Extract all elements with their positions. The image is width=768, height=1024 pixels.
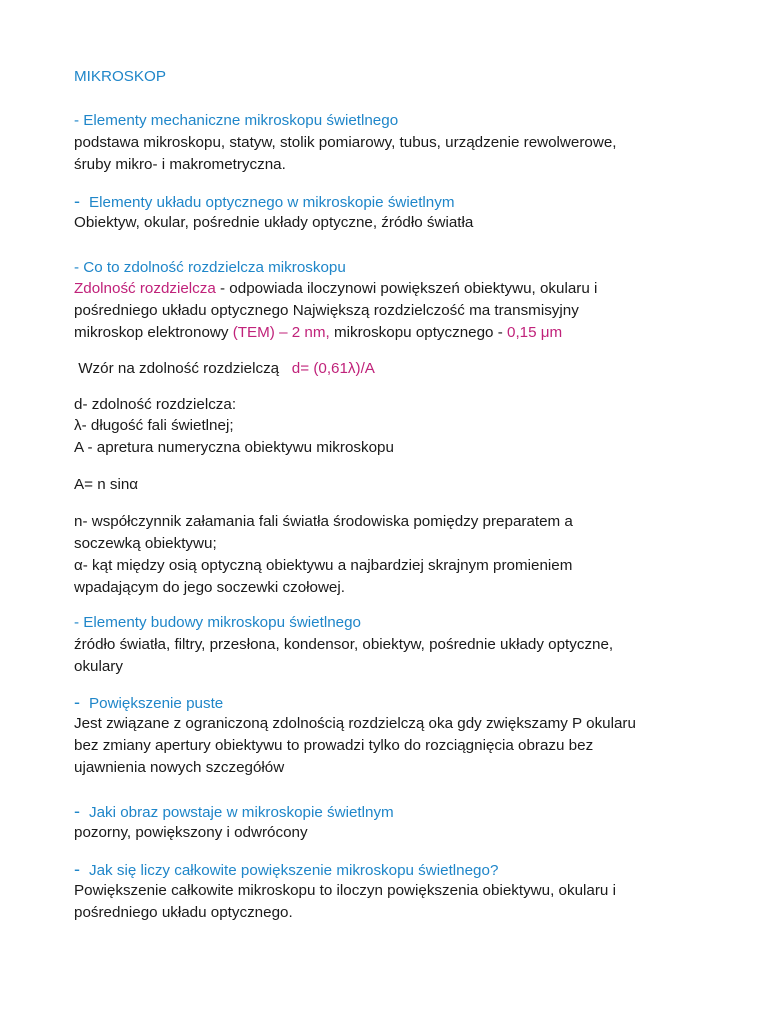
section-heading-optical bbox=[74, 192, 455, 212]
section-heading-text: Powiększenie puste bbox=[89, 695, 224, 712]
list-dash: - bbox=[74, 191, 80, 211]
list-dash: - bbox=[74, 692, 80, 712]
formula-line bbox=[74, 360, 375, 378]
section-text: pośredniego układu optycznego. bbox=[74, 904, 293, 921]
section-heading-text: Jaki obraz powstaje w mikroskopie świetlnym bbox=[89, 804, 394, 821]
list-dash: - bbox=[74, 859, 80, 879]
term-definition: - odpowiada iloczynowi powiększeń obiektywu, okularu i bbox=[215, 280, 598, 297]
term-highlight: Zdolność rozdzielcza bbox=[74, 280, 216, 297]
formula: d= (0,61λ)/A bbox=[291, 360, 375, 377]
section-text bbox=[74, 324, 562, 342]
tem-value: (TEM) – 2 nm, bbox=[232, 324, 330, 341]
section-text: podstawa mikroskopu, statyw, stolik pomiarowy, tubus, urządzenie rewolwerowe, bbox=[74, 134, 617, 151]
definition-line: soczewką obiektywu; bbox=[74, 535, 217, 552]
section-heading-text: Jak się liczy całkowite powiększenie mikroskopu świetlnego? bbox=[89, 862, 499, 879]
optical-value: 0,15 μm bbox=[507, 324, 563, 341]
section-heading-total-magnification bbox=[74, 860, 498, 880]
definition-line: α- kąt między osią optyczną obiektywu a najbardziej skrajnym promieniem bbox=[74, 557, 573, 574]
section-heading-resolution: - Co to zdolność rozdzielcza mikroskopu bbox=[74, 259, 346, 276]
aperture-formula: A= n sinα bbox=[74, 476, 139, 493]
section-heading-mechanical: - Elementy mechaniczne mikroskopu świetlnego bbox=[74, 112, 399, 129]
section-heading-image-type bbox=[74, 802, 394, 822]
section-text: Powiększenie całkowite mikroskopu to iloczyn powiększenia obiektywu, okularu i bbox=[74, 882, 616, 899]
definition-line: λ- długość fali świetlnej; bbox=[74, 417, 234, 434]
section-heading-construction: - Elementy budowy mikroskopu świetlnego bbox=[74, 614, 362, 631]
definition-line: d- zdolność rozdzielcza: bbox=[74, 396, 237, 413]
list-dash: - bbox=[74, 801, 80, 821]
section-text: Jest związane z ograniczoną zdolnością rozdzielczą oka gdy zwiększamy P okularu bbox=[74, 715, 636, 732]
section-text: pozorny, powiększony i odwrócony bbox=[74, 824, 308, 841]
section-text: pośredniego układu optycznego Największą rozdzielczość ma transmisyjny bbox=[74, 302, 579, 319]
definition-line: A - apretura numeryczna obiektywu mikroskopu bbox=[74, 439, 394, 456]
document-title: MIKROSKOP bbox=[74, 68, 166, 85]
formula-label: Wzór na zdolność rozdzielczą bbox=[74, 360, 292, 377]
definition-line: wpadającym do jego soczewki czołowej. bbox=[74, 579, 345, 596]
section-text: bez zmiany apertury obiektywu to prowadzi tylko do rozciągnięcia obrazu bez bbox=[74, 737, 594, 754]
section-text: ujawnienia nowych szczegółów bbox=[74, 759, 285, 776]
section-text: śruby mikro- i makrometryczna. bbox=[74, 156, 286, 173]
section-text bbox=[74, 280, 597, 298]
section-text: źródło światła, filtry, przesłona, kondensor, obiektyw, pośrednie układy optyczne, bbox=[74, 636, 614, 653]
section-heading-empty-magnification bbox=[74, 693, 223, 713]
section-text: Obiektyw, okular, pośrednie układy optyczne, źródło światła bbox=[74, 214, 474, 231]
section-text: okulary bbox=[74, 658, 123, 675]
section-heading-text: Elementy układu optycznego w mikroskopie świetlnym bbox=[89, 194, 455, 211]
text-fragment: mikroskop elektronowy bbox=[74, 324, 233, 341]
definition-line: n- współczynnik załamania fali światła środowiska pomiędzy preparatem a bbox=[74, 513, 573, 530]
text-fragment: mikroskopu optycznego - bbox=[329, 324, 508, 341]
